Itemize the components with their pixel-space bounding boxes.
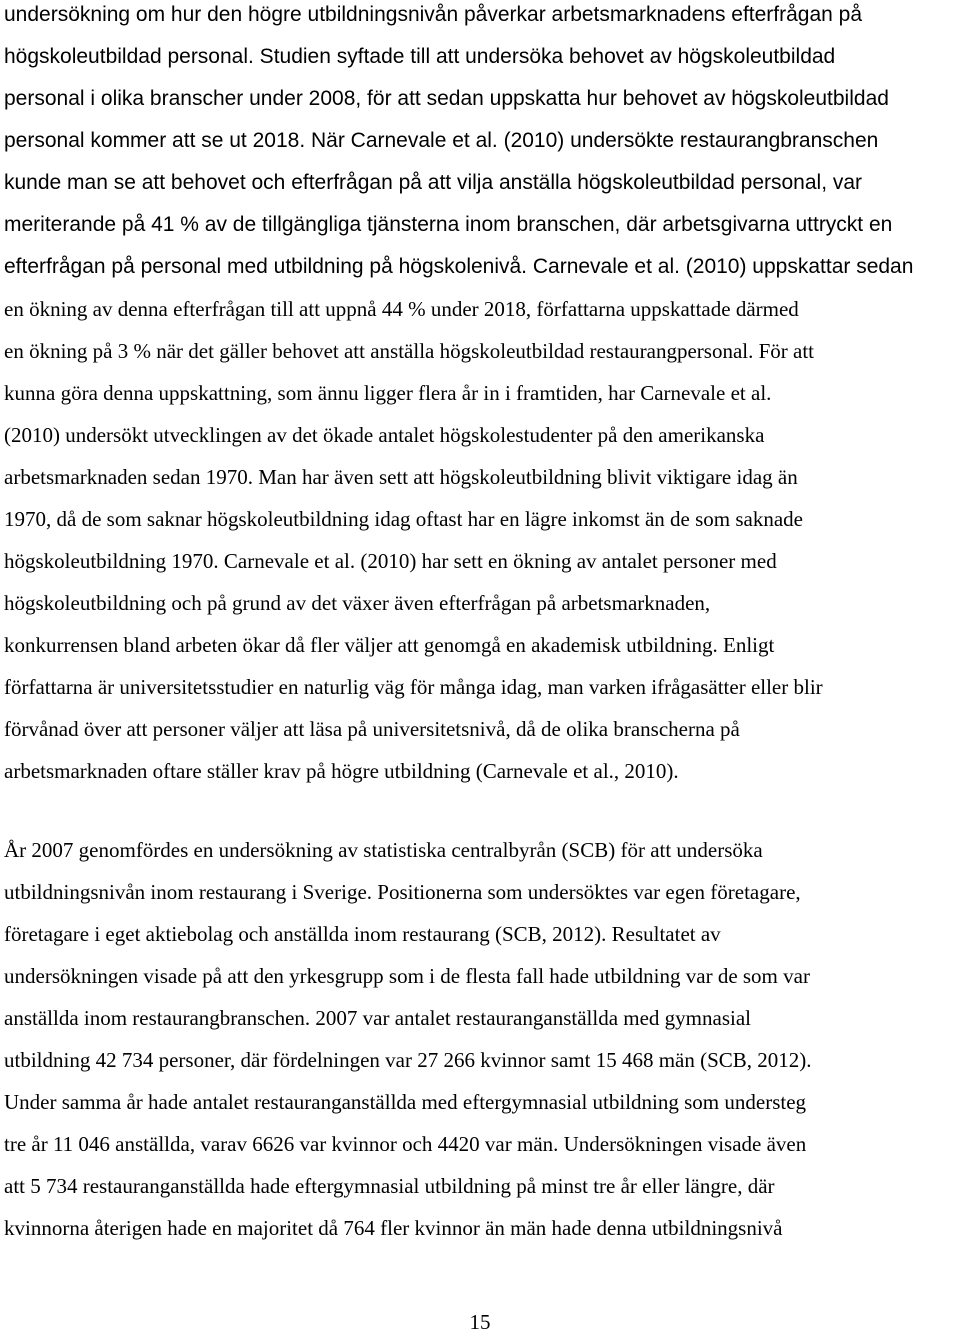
text-line: Under samma år hade antalet restauranganställda med eftergymnasial utbildning som understeg <box>4 1090 807 1114</box>
text-line: högskoleutbildad personal. Studien syftade till att undersöka behovet av högskoleutbildad <box>4 45 836 68</box>
text-line: kvinnorna återigen hade en majoritet då 764 fler kvinnor än män hade denna utbildningsnivå <box>4 1216 783 1240</box>
text-line: förvånad över att personer väljer att läsa på universitetsnivå, då de olika branscherna på <box>4 717 740 741</box>
text-line: (2010) undersökt utvecklingen av det ökade antalet högskolestudenter på den amerikanska <box>4 423 765 447</box>
text-line: År 2007 genomfördes en undersökning av statistiska centralbyrån (SCB) för att undersöka <box>4 838 763 862</box>
text-line: personal kommer att se ut 2018. När Carnevale et al. (2010) undersökte restaurangbranschen <box>4 129 879 152</box>
text-line: kunna göra denna uppskattning, som ännu ligger flera år in i framtiden, har Carnevale et al. <box>4 381 772 405</box>
paragraph-scb <box>4 829 956 1249</box>
text-line: undersökningen visade på att den yrkesgrupp som i de flesta fall hade utbildning var de som var <box>4 964 810 988</box>
text-line: högskoleutbildning 1970. Carnevale et al. (2010) har sett en ökning av antalet personer med <box>4 549 777 573</box>
text-line: anställda inom restaurangbranschen. 2007 var antalet restauranganställda med gymnasial <box>4 1006 751 1030</box>
text-line: 1970, då de som saknar högskoleutbildning idag oftast har en lägre inkomst än de som saknade <box>4 507 803 531</box>
text-line: en ökning på 3 % när det gäller behovet att anställa högskoleutbildad restaurangpersonal. För att <box>4 339 815 363</box>
text-line: konkurrensen bland arbeten ökar då fler väljer att genomgå en akademisk utbildning. Enligt <box>4 633 775 657</box>
text-line: kunde man se att behovet och efterfrågan på att vilja anställa högskoleutbildad personal, var <box>4 171 863 194</box>
text-line: tre år 11 046 anställda, varav 6626 var kvinnor och 4420 var män. Undersökningen visade även <box>4 1132 807 1156</box>
text-line: undersökning om hur den högre utbildningsnivån påverkar arbetsmarknadens efterfrågan på <box>4 3 863 26</box>
text-line: utbildning 42 734 personer, där fördelningen var 27 266 kvinnor samt 15 468 män (SCB, 2012). <box>4 1048 812 1072</box>
text-line: arbetsmarknaden sedan 1970. Man har även sett att högskoleutbildning blivit viktigare idag än <box>4 465 798 489</box>
text-line: personal i olika branscher under 2008, för att sedan uppskatta hur behovet av högskoleutbildad <box>4 87 889 110</box>
page-number: 15 <box>469 1310 491 1334</box>
text-line: arbetsmarknaden oftare ställer krav på högre utbildning (Carnevale et al., 2010). <box>4 759 679 783</box>
text-line: efterfrågan på personal med utbildning på högskolenivå. Carnevale et al. (2010) uppskattar sedan <box>4 255 914 278</box>
text-line: att 5 734 restauranganställda hade eftergymnasial utbildning på minst tre år eller längre, där <box>4 1174 775 1198</box>
text-line: författarna är universitetsstudier en naturlig väg för många idag, man varken ifrågasätter eller blir <box>4 675 823 699</box>
text-line: företagare i eget aktiebolag och anställda inom restaurang (SCB, 2012). Resultatet av <box>4 922 721 946</box>
text-line: meriterande på 41 % av de tillgängliga tjänsterna inom branschen, där arbetsgivarna uttryckt en <box>4 213 893 236</box>
paragraph-carnevale <box>4 0 956 792</box>
text-line: högskoleutbildning och på grund av det växer även efterfrågan på arbetsmarknaden, <box>4 591 711 615</box>
text-line: utbildningsnivån inom restaurang i Sverige. Positionerna som undersöktes var egen företagare, <box>4 880 801 904</box>
text-line: en ökning av denna efterfrågan till att uppnå 44 % under 2018, författarna uppskattade därmed <box>4 297 799 321</box>
